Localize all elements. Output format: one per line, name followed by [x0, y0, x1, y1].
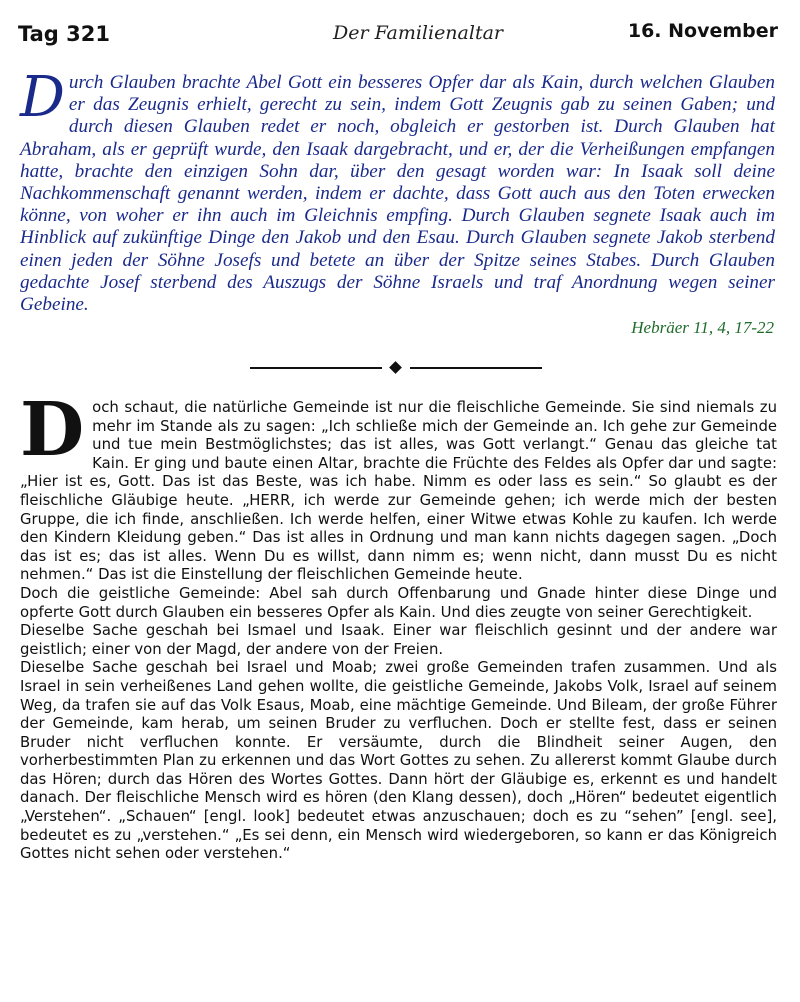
devotional-text: [20, 387, 777, 863]
scripture-reference: Hebräer 11, 4, 17-22: [631, 318, 774, 337]
date-label: 16. November: [627, 20, 778, 42]
page-header: [18, 16, 778, 50]
scripture-passage: [20, 65, 775, 316]
devotional-paragraph-4: Dieselbe Sache geschah bei Israel und Moab; zwei große Gemeinden trafen zusammen. Und als Israel in sein verheißenes Land gehen wollte, die geistliche Gemeinde, Jakobs Volk, Israel auf seinem Weg, da trafen sie auf das Volk Esaus, Moab, eine mächtige Gemeinde. Und Bileam, der große Führer der Gemeinde, kam herab, um seinen Bruder zu verfluchen. Doch er stellte fest, dass er seinen Bruder nicht verfluchen konnte. Er versäumte, durch die Blindheit seiner Augen, den vorherbestimmten Plan zu erkennen und das Wort Gottes zu sehen. Zu allererst kommt Glaube durch das Hören; durch das Hören des Wortes Gottes. Dann hört der Gläubige es, erkennt es und handelt danach. Der fleischliche Mensch wird es hören (den Klang dessen), doch „Hören“ bedeutet eigentlich „Verstehen“. „Schauen“ [engl. look] bedeutet etwas anzuschauen; doch es zu “sehen” [engl. see], bedeutet es zu „verstehen.“ „Es sei denn, ein Mensch wird wiedergeboren, so kann er das Königreich Gottes nicht sehen oder verstehen.“: [20, 658, 777, 863]
section-divider-ornament: [250, 362, 542, 374]
devotional-paragraph-2: Doch die geistliche Gemeinde: Abel sah durch Offenbarung und Gnade hinter diese Dinge und opferte Gott durch Glauben ein besseres Opfer als Kain. Und dies zeugte von seiner Gerechtigkeit.: [20, 583, 777, 621]
devotional-paragraph-1: [20, 387, 777, 584]
scripture-text-paragraph: [20, 65, 775, 316]
book-title: Der Familienaltar: [333, 22, 503, 44]
scripture-drop-cap: D: [20, 65, 65, 130]
devotional-paragraph-1-text: och schaut, die natürliche Gemeinde ist nur die fleischliche Gemeinde. Sie sind niemals zu mehr im Stande als zu sagen: „Ich schließe mich der Gemeinde an. Ich gehe zur Gemeinde und tue mein Bestmöglichstes; das ist alles, was Gott verlangt.“ Genau das gleiche tat Kain. Er ging und baute einen Altar, brachte die Früchte des Feldes als Opfer dar und sagte: „Hier ist es, Gott. Das ist das Beste, was ich habe. Nimm es oder lass es sein.“ So glaubt es der fleischliche Gläubige heute. „HERR, ich werde zur Gemeinde gehen; ich werde mich der besten Gruppe, die ich finde, anschließen. Ich werde helfen, einer Witwe etwas Kohle zu kaufen. Ich werde den Kindern Kleidung geben.“ Das ist alles in Ordnung und man kann nichts dagegen sagen. „Doch das ist es; das ist alles. Wenn Du es willst, dann nimm es; wenn nicht, dann musst Du es nicht nehmen.“ Das ist die Einstellung der fleischlichen Gemeinde heute.: [20, 398, 777, 584]
divider-line-right: [410, 367, 542, 369]
day-number: Tag 321: [18, 22, 110, 46]
divider-diamond-icon: [389, 361, 402, 374]
devotional-paragraph-3: Dieselbe Sache geschah bei Ismael und Isaak. Einer war fleischlich gesinnt und der andere war geistlich; einer von der Magd, der andere von der Freien.: [20, 621, 777, 658]
divider-line-left: [250, 367, 382, 369]
scripture-text: urch Glauben brachte Abel Gott ein besseres Opfer dar als Kain, durch welchen Glauben er das Zeugnis erhielt, gerecht zu sein, indem Gott Zeugnis gab zu seinen Gaben; und durch diesen Glauben redet er noch, obgleich er gestorben ist. Durch Glauben hat Abraham, als er geprüft wurde, den Isaak dargebracht, und er, der die Verheißungen empfangen hatte, brachte den einzigen Sohn dar, über den gesagt worden war: In Isaak soll deine Nachkommenschaft genannt werden, indem er dachte, dass Gott auch aus den Toten erwecken könne, von woher er ihn auch im Gleichnis empfing. Durch Glauben segnete Isaak auch im Hinblick auf zukünftige Dinge den Jakob und den Esau. Durch Glauben segnete Jakob sterbend einen jeden der Söhne Josefs und betete an über der Spitze seines Stabes. Durch Glauben gedachte Josef sterbend des Auszugs der Söhne Israels und traf Anordnung wegen seiner Gebeine.: [20, 72, 775, 316]
devotional-drop-cap: D: [20, 387, 85, 473]
